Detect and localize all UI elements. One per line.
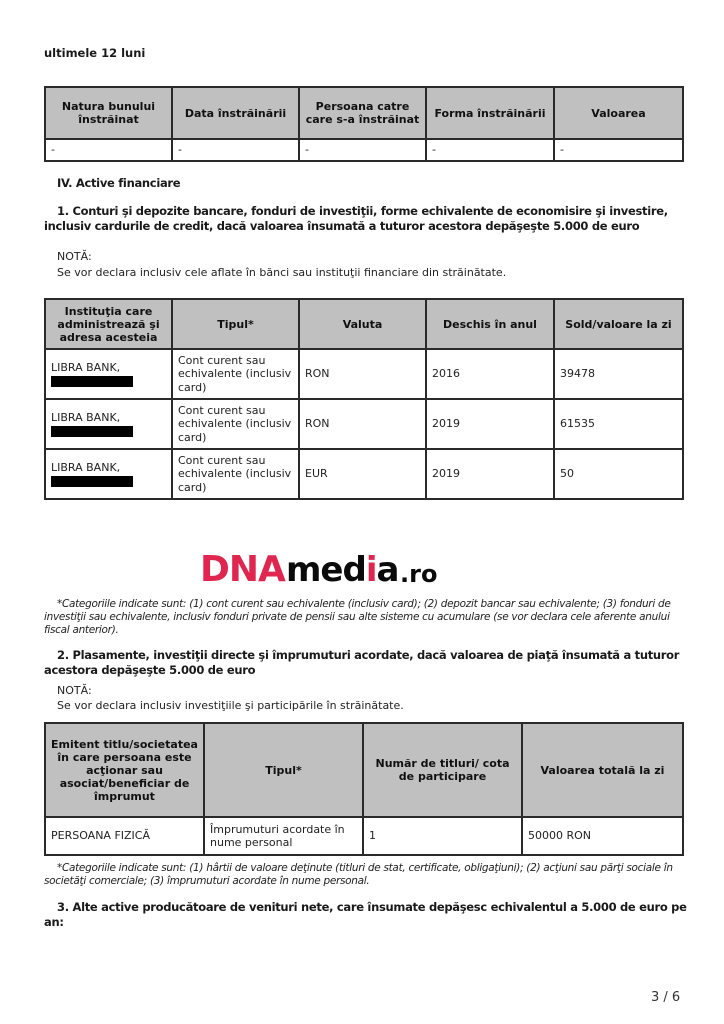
column-header: Valoarea totală la zi bbox=[522, 723, 683, 817]
type-cell: Cont curent sau echivalente (inclusiv card) bbox=[172, 399, 299, 449]
table-row bbox=[45, 817, 683, 855]
column-header: Sold/valoare la zi bbox=[554, 299, 683, 349]
footnote-categories-2: *Categoriile indicate sunt: (1) hârtii de valoare deţinute (titluri de stat, certificate, obligaţiuni); (2) acţiuni sau părţi sociale în societăţi comerciale; (3) împrumuturi acordate în nume personal. bbox=[44, 862, 673, 887]
table-cell: - bbox=[45, 139, 172, 161]
institution-name: LIBRA BANK, bbox=[51, 410, 121, 424]
section-title: IV. Active financiare bbox=[57, 176, 181, 190]
table-cell: - bbox=[426, 139, 554, 161]
column-header: Număr de titluri/ cota de participare bbox=[363, 723, 522, 817]
table-header-row bbox=[45, 87, 683, 139]
institution-name: LIBRA BANK, bbox=[51, 360, 121, 374]
column-header: Valuta bbox=[299, 299, 426, 349]
institution-cell bbox=[45, 399, 172, 449]
table-cell: - bbox=[299, 139, 426, 161]
institution-name: LIBRA BANK, bbox=[51, 460, 121, 474]
bank-accounts-table bbox=[44, 298, 684, 500]
type-cell: Cont curent sau echivalente (inclusiv card) bbox=[172, 349, 299, 399]
type-cell: Cont curent sau echivalente (inclusiv card) bbox=[172, 449, 299, 499]
column-header: Tipul* bbox=[172, 299, 299, 349]
balance-cell: 50 bbox=[554, 449, 683, 499]
watermark-ro-text: .ro bbox=[400, 560, 438, 588]
note-text: Se vor declara inclusiv cele aflate în bănci sau instituţii financiare din străinătate. bbox=[57, 266, 507, 279]
value-cell: 50000 RON bbox=[522, 817, 683, 855]
column-header: Tipul* bbox=[204, 723, 363, 817]
column-header: Natura bunului înstrăinat bbox=[45, 87, 172, 139]
column-header: Persoana catre care s-a înstrăinat bbox=[299, 87, 426, 139]
currency-cell: EUR bbox=[299, 449, 426, 499]
subsection-1-title: 1. Conturi şi depozite bancare, fonduri de investiţii, forme echivalente de economisire şi investire, inclusiv cardurile de credit, dacă valoarea însumată a tuturor acestora depăşeşte 5.000 de euro bbox=[44, 204, 668, 233]
balance-cell: 39478 bbox=[554, 349, 683, 399]
dnamedia-watermark-logo bbox=[200, 550, 520, 590]
note-label: NOTĂ: bbox=[57, 250, 92, 263]
table-cell: - bbox=[172, 139, 299, 161]
currency-cell: RON bbox=[299, 349, 426, 399]
table-row bbox=[45, 449, 683, 499]
column-header: Instituţia care administrează şi adresa acesteia bbox=[45, 299, 172, 349]
column-header: Forma înstrăinării bbox=[426, 87, 554, 139]
watermark-dna-text: DNA bbox=[200, 549, 285, 590]
watermark-i: i bbox=[365, 550, 377, 590]
alienated-goods-table bbox=[44, 86, 684, 162]
column-header: Emitent titlu/societatea în care persoana este acţionar sau asociat/beneficiar de împrumut bbox=[45, 723, 204, 817]
balance-cell: 61535 bbox=[554, 399, 683, 449]
type-cell: Împrumuturi acordate în nume personal bbox=[204, 817, 363, 855]
redacted-address bbox=[51, 426, 133, 437]
table-row bbox=[45, 399, 683, 449]
subsection-2-title: 2. Plasamente, investiţii directe şi împrumuturi acordate, dacă valoarea de piaţă însumată a tuturor acestora depăşeşte 5.000 de euro bbox=[44, 648, 680, 677]
column-header: Deschis în anul bbox=[426, 299, 554, 349]
column-header: Data înstrăinării bbox=[172, 87, 299, 139]
table-header-row bbox=[45, 299, 683, 349]
year-cell: 2019 bbox=[426, 399, 554, 449]
page-indicator: 3 / 6 bbox=[651, 990, 681, 1005]
count-cell: 1 bbox=[363, 817, 522, 855]
table-row bbox=[45, 139, 683, 161]
institution-cell bbox=[45, 349, 172, 399]
year-cell: 2016 bbox=[426, 349, 554, 399]
watermark-media-text bbox=[286, 550, 398, 590]
watermark-med: med bbox=[286, 550, 366, 590]
redacted-address bbox=[51, 476, 133, 487]
section-continuation-text: ultimele 12 luni bbox=[44, 46, 146, 60]
issuer-cell: PERSOANA FIZICĂ bbox=[45, 817, 204, 855]
note-label: NOTĂ: bbox=[57, 684, 92, 697]
note-text: Se vor declara inclusiv investiţiile şi participările în străinătate. bbox=[57, 699, 404, 712]
investments-table bbox=[44, 722, 684, 856]
institution-cell bbox=[45, 449, 172, 499]
redacted-address bbox=[51, 376, 133, 387]
subsection-3-title: 3. Alte active producătoare de venituri nete, care însumate depăşesc echivalentul a 5.000 de euro pe an: bbox=[44, 900, 687, 929]
table-row bbox=[45, 349, 683, 399]
column-header: Valoarea bbox=[554, 87, 683, 139]
year-cell: 2019 bbox=[426, 449, 554, 499]
footnote-categories-1: *Categoriile indicate sunt: (1) cont curent sau echivalente (inclusiv card); (2) depozit bancar sau echivalente; (3) fonduri de investiţii sau echivalente, inclusiv fonduri private de pensii sau alte sisteme cu acumulare (se vor declara cele aferente anului fiscal anterior). bbox=[44, 598, 671, 636]
table-cell: - bbox=[554, 139, 683, 161]
watermark-a: a bbox=[376, 550, 399, 590]
table-header-row bbox=[45, 723, 683, 817]
currency-cell: RON bbox=[299, 399, 426, 449]
